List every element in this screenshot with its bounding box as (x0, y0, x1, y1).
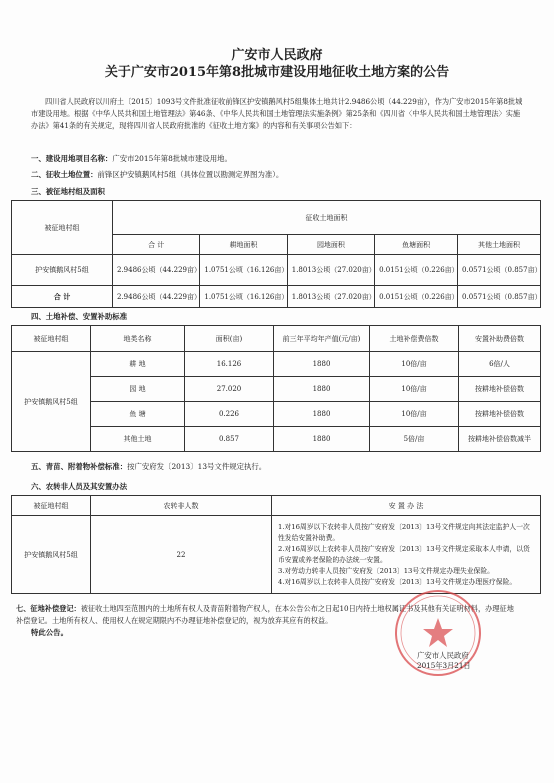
col-farmland: 耕地面积 (200, 235, 287, 255)
col-compensation-multiple: 土地补偿费倍数 (370, 326, 459, 352)
table-row (12, 377, 541, 402)
closing-text: 特此公告。 (31, 628, 68, 637)
cell: 合 计 (12, 286, 113, 308)
village-group-cell: 护安镇鹅风村5组 (12, 516, 91, 594)
cell: 1880 (274, 377, 370, 402)
plan-item: 2.对16周岁以上农转非人员按广安府发〔2013〕13号文件规定采取本人申请，以货币安置或养老保险的办法统一安置。 (278, 544, 530, 564)
cell: 0.0151公顷（0.226亩） (375, 286, 458, 308)
cell: 鱼 塘 (91, 402, 185, 427)
section-2 (31, 169, 283, 180)
document-title: 关于广安市2015年第8批城市建设用地征收土地方案的公告 (104, 65, 450, 80)
col-resettlement-multiple: 安置补助费倍数 (459, 326, 541, 352)
cell: 10倍/亩 (370, 377, 459, 402)
cell: 0.857 (185, 427, 274, 452)
cell: 其他土地 (91, 427, 185, 452)
plan-item: 4.对16周岁以上农转非人员按广安府发〔2013〕13号文件规定办理医疗保险。 (278, 577, 517, 586)
cell: 0.0571公顷（0.857亩） (458, 255, 541, 286)
cell: 16.126 (185, 352, 274, 377)
col-other: 其他土地面积 (458, 235, 541, 255)
col-resettlement-plan: 安 置 办 法 (272, 496, 541, 516)
cell: 0.226 (185, 402, 274, 427)
section-7-label: 七、征地补偿登记： (16, 604, 81, 613)
col-area: 面积(亩) (185, 326, 274, 352)
village-group-cell: 护安镇鹅风村5组 (12, 352, 91, 452)
col-garden: 园地面积 (287, 235, 374, 255)
section-5-value: 按广安府发〔2013〕13号文件规定执行。 (127, 462, 267, 471)
cell: 10倍/亩 (370, 402, 459, 427)
cell: 按耕地补偿倍数减半 (459, 427, 541, 452)
cell: 10倍/亩 (370, 352, 459, 377)
table-row (12, 255, 541, 286)
resettlement-plan-cell (272, 516, 541, 594)
resettlement-table (11, 495, 541, 594)
cell: 1.8013公顷（27.020亩） (287, 286, 374, 308)
plan-item: 3.对劳动力转非人员按广安府发〔2013〕13号文件规定办理失业保险。 (278, 566, 494, 575)
cell: 1.0751公顷（16.126亩） (200, 286, 287, 308)
table-row (12, 402, 541, 427)
section-1-value: 广安市2015年第8批城市建设用地。 (112, 154, 232, 163)
section-1-label: 一、建设用地项目名称： (31, 154, 113, 163)
header-village-group: 被征地村组 (12, 201, 113, 255)
cell: 按耕地补偿倍数 (459, 377, 541, 402)
col-village-group: 被征地村组 (12, 326, 91, 352)
cell: 0.0151公顷（0.226亩） (375, 255, 458, 286)
col-village-group: 被征地村组 (12, 496, 91, 516)
section-3-label: 三、被征地村组及面积 (31, 187, 105, 196)
intro-paragraph: 四川省人民政府以川府土〔2015〕1093号文件批准征收前锋区护安镇鹅风村5组集体土地共计2.9486公顷（44.229亩），作为广安市2015年第8批城市建设用地。根据《中华人民共和国土地管理法》第46条、《中华人民共和国土地管理法实施条例》第25条和《四川省〈中华人民共和国土地管理法〉实施办法》第41条的有关规定，现将四川省人民政府批准的《征收土地方案》的内容和有关事项公告如下： (31, 97, 523, 130)
table-row (12, 352, 541, 377)
col-total: 合 计 (113, 235, 200, 255)
col-avg-output: 前三年平均年产值(元/亩) (274, 326, 370, 352)
section-2-label: 二、征收土地位置： (31, 170, 98, 179)
cell: 1880 (274, 352, 370, 377)
section-1 (31, 153, 232, 164)
table-row (12, 286, 541, 308)
section-5-label: 五、青苗、附着物补偿标准： (31, 462, 128, 471)
cell: 0.0571公顷（0.857亩） (458, 286, 541, 308)
plan-item: 1.对16周岁以下农转非人员按广安府发〔2013〕13号文件规定向其法定监护人一次性发给安置补助费。 (278, 522, 530, 542)
col-land-type: 地类名称 (91, 326, 185, 352)
section-5 (31, 461, 266, 472)
cell: 2.9486公顷（44.229亩） (113, 286, 200, 308)
cell: 按耕地补偿倍数 (459, 402, 541, 427)
col-conversion-count: 农转非人数 (91, 496, 272, 516)
section-4-label: 四、土地补偿、安置补助标准 (31, 312, 128, 321)
cell: 1880 (274, 402, 370, 427)
cell: 2.9486公顷（44.229亩） (113, 255, 200, 286)
table-row (12, 516, 541, 594)
cell: 园 地 (91, 377, 185, 402)
cell: 耕 地 (91, 352, 185, 377)
compensation-table (11, 325, 541, 452)
cell: 27.020 (185, 377, 274, 402)
cell: 1.0751公顷（16.126亩） (200, 255, 287, 286)
cell: 1880 (274, 427, 370, 452)
conversion-count-cell: 22 (91, 516, 272, 594)
table-row (12, 427, 541, 452)
cell: 5倍/亩 (370, 427, 459, 452)
cell: 护安镇鹅风村5组 (12, 255, 113, 286)
section-7-value: 被征收土地四至范围内的土地所有权人及青苗附着物产权人，在本公告公布之日起10日内持土地权属证书及其他有关证明材料，办理征地补偿登记。土地所有权人、使用权人在规定期限内不办理征地补偿登记的，视为放弃其应有的权益。 (16, 604, 514, 625)
header-land-area: 征收土地面积 (113, 201, 541, 235)
cell: 1.8013公顷（27.020亩） (287, 255, 374, 286)
land-area-table (11, 200, 541, 308)
signature-organization: 广安市人民政府 (417, 651, 469, 660)
issuing-organization: 广安市人民政府 (231, 48, 323, 63)
signature-date: 2015年3月21日 (417, 661, 471, 670)
col-fishpond: 鱼塘面积 (375, 235, 458, 255)
section-2-value: 前锋区护安镇鹅风村5组（具体位置以勘测定界图为准）。 (97, 170, 284, 179)
section-6-label: 六、农转非人员及其安置办法 (31, 482, 128, 491)
cell: 6倍/人 (459, 352, 541, 377)
